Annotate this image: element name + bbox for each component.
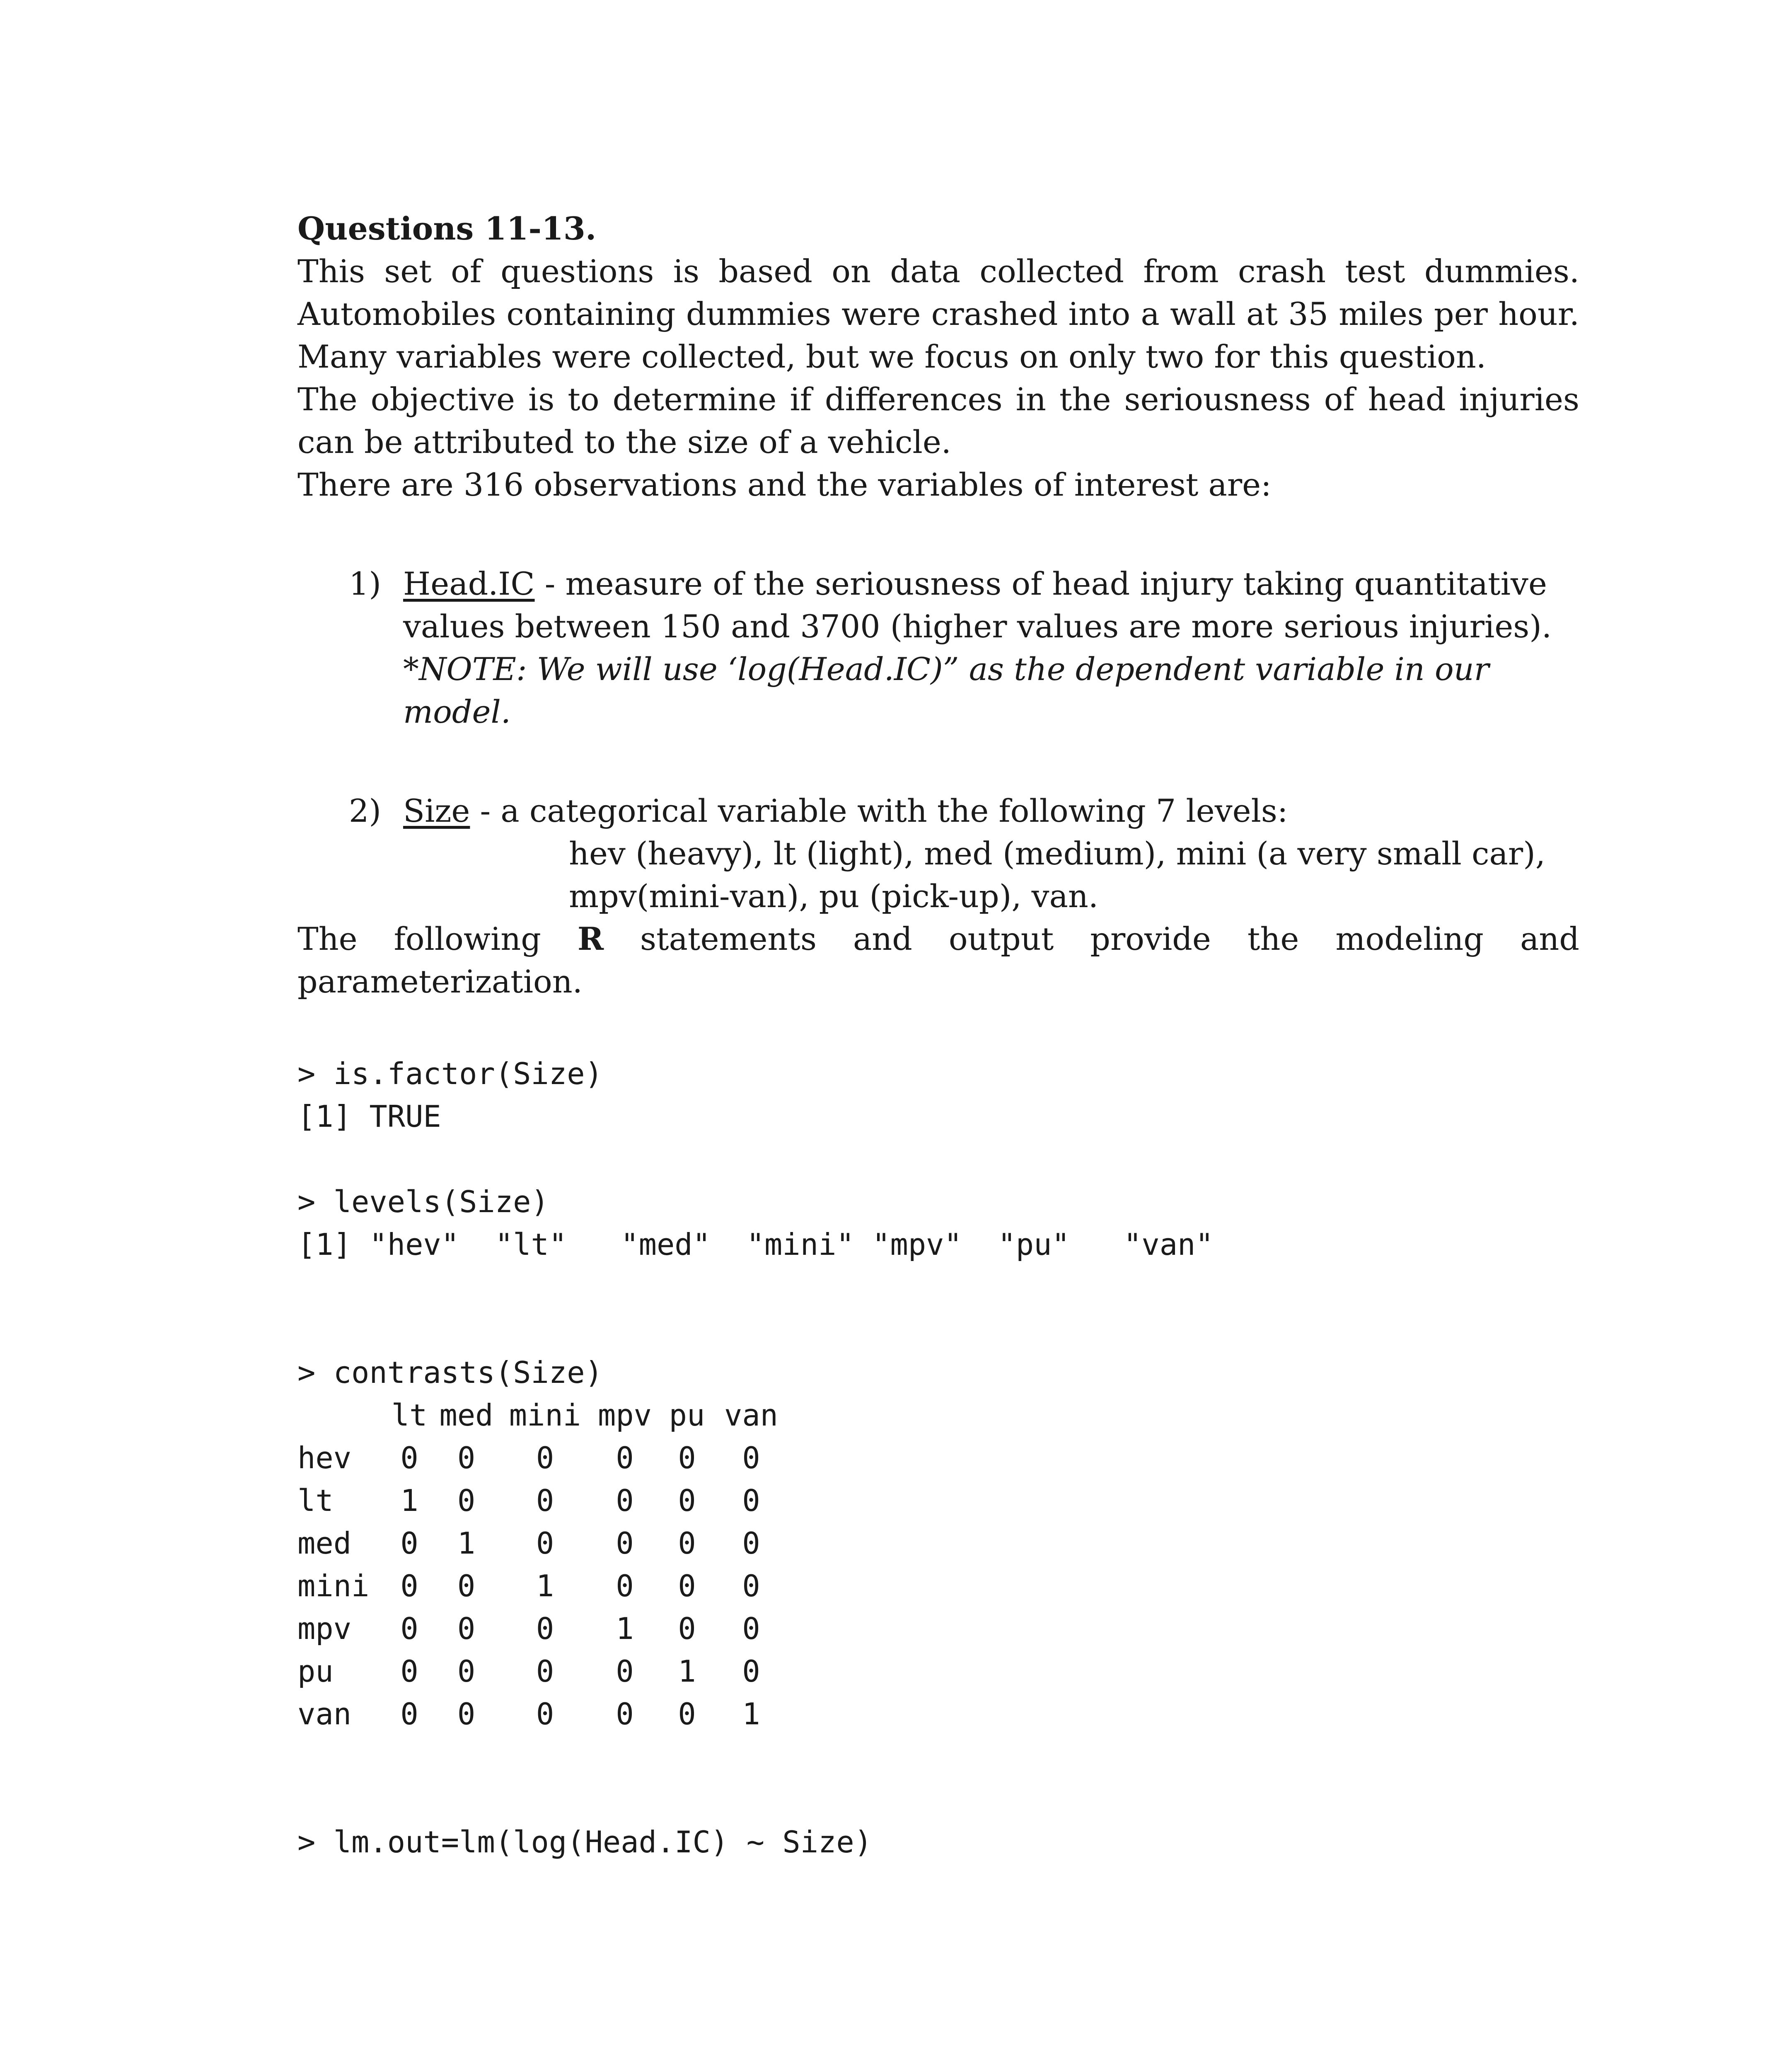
table-cell: 0 xyxy=(536,1483,554,1518)
variable-name: Size xyxy=(403,792,470,829)
contrasts-column-header: mini xyxy=(509,1398,581,1433)
table-cell: 0 xyxy=(536,1526,554,1561)
table-row xyxy=(297,1522,788,1565)
code-contrasts-command: > contrasts(Size) xyxy=(297,1355,603,1390)
code-is-factor-output: [1] TRUE xyxy=(297,1099,441,1134)
table-cell: 0 xyxy=(536,1697,554,1731)
table-cell: 0 xyxy=(742,1654,760,1689)
table-cell: 0 xyxy=(742,1526,760,1561)
contrasts-corner xyxy=(297,1394,387,1437)
table-cell: 0 xyxy=(742,1611,760,1646)
variable-note: *NOTE: We will use ‘log(Head.IC)” as the dependent variable in our model. xyxy=(403,651,1489,730)
variable-item-1 xyxy=(297,562,1579,733)
row-label: hev xyxy=(297,1440,352,1475)
code-levels-command: > levels(Size) xyxy=(297,1184,549,1219)
code-is-factor-command: > is.factor(Size) xyxy=(297,1056,603,1091)
table-cell: 0 xyxy=(400,1611,418,1646)
table-cell: 0 xyxy=(457,1611,476,1646)
table-cell: 0 xyxy=(678,1440,696,1475)
table-cell: 0 xyxy=(678,1697,696,1731)
objective-paragraph: The objective is to determine if differences in the seriousness of head injuries can be attributed to the size of a vehicle. xyxy=(297,381,1579,460)
r-intro-before: The following xyxy=(297,920,578,957)
table-cell: 1 xyxy=(457,1526,476,1561)
table-cell: 1 xyxy=(536,1569,554,1603)
table-cell: 0 xyxy=(536,1611,554,1646)
table-cell: 0 xyxy=(457,1440,476,1475)
section-heading: Questions 11-13. xyxy=(297,210,597,247)
r-code-block xyxy=(297,1053,1579,1864)
table-cell: 1 xyxy=(400,1483,418,1518)
table-cell: 0 xyxy=(457,1569,476,1603)
contrasts-column-header: van xyxy=(724,1398,778,1433)
table-cell: 0 xyxy=(400,1654,418,1689)
table-cell: 0 xyxy=(400,1569,418,1603)
table-cell: 0 xyxy=(616,1483,634,1518)
row-label: mini xyxy=(297,1569,370,1603)
table-cell: 0 xyxy=(678,1611,696,1646)
table-cell: 0 xyxy=(457,1483,476,1518)
table-cell: 0 xyxy=(536,1440,554,1475)
table-cell: 0 xyxy=(457,1654,476,1689)
r-intro-bold: R xyxy=(577,920,604,957)
table-cell: 0 xyxy=(616,1697,634,1731)
table-cell: 0 xyxy=(678,1569,696,1603)
table-cell: 0 xyxy=(457,1697,476,1731)
table-cell: 0 xyxy=(616,1440,634,1475)
table-cell: 0 xyxy=(616,1526,634,1561)
table-cell: 0 xyxy=(678,1526,696,1561)
r-intro-after: statements and output provide the modeling and parameterization. xyxy=(297,920,1579,1000)
table-cell: 0 xyxy=(678,1483,696,1518)
document-page xyxy=(297,207,1579,1864)
table-cell: 1 xyxy=(678,1654,696,1689)
levels-line-2: mpv(mini-van), pu (pick-up), van. xyxy=(569,878,1099,915)
code-lm-command: > lm.out=lm(log(Head.IC) ~ Size) xyxy=(297,1825,873,1859)
table-row xyxy=(297,1437,788,1479)
table-cell: 0 xyxy=(400,1440,418,1475)
contrasts-column-header: lt xyxy=(391,1398,428,1433)
row-label: mpv xyxy=(297,1611,352,1646)
table-cell: 0 xyxy=(742,1483,760,1518)
table-cell: 1 xyxy=(616,1611,634,1646)
table-row xyxy=(297,1479,788,1522)
code-levels-output: [1] "hev" "lt" "med" "mini" "mpv" "pu" "van" xyxy=(297,1227,1214,1262)
table-row xyxy=(297,1650,788,1693)
variable-description: - a categorical variable with the following 7 levels: xyxy=(470,792,1288,829)
variable-name: Head.IC xyxy=(403,565,535,602)
row-label: lt xyxy=(297,1483,334,1518)
contrasts-column-header: mpv xyxy=(597,1398,652,1433)
intro-paragraph: This set of questions is based on data collected from crash test dummies. Automobiles containing dummies were crashed into a wall at 35 miles per hour. Many variables were collected, but we focus on only two for this question. xyxy=(297,253,1579,375)
contrasts-header-row xyxy=(297,1394,788,1437)
row-label: van xyxy=(297,1697,352,1731)
levels-line-1: hev (heavy), lt (light), med (medium), mini (a very small car), xyxy=(569,835,1546,872)
table-cell: 1 xyxy=(742,1697,760,1731)
variable-item-2 xyxy=(297,789,1579,917)
table-row xyxy=(297,1693,788,1736)
variable-description: - measure of the seriousness of head injury taking quantitative values between 150 and 3700 (higher values are more serious injuries). xyxy=(403,565,1552,645)
table-cell: 0 xyxy=(742,1440,760,1475)
row-label: med xyxy=(297,1526,352,1561)
table-cell: 0 xyxy=(616,1654,634,1689)
contrasts-table xyxy=(297,1394,788,1736)
table-cell: 0 xyxy=(742,1569,760,1603)
table-row xyxy=(297,1607,788,1650)
variable-number: 1) xyxy=(349,565,382,602)
observations-paragraph: There are 316 observations and the variables of interest are: xyxy=(297,466,1272,503)
variable-number: 2) xyxy=(349,792,382,829)
contrasts-column-header: med xyxy=(439,1398,493,1433)
r-intro-paragraph xyxy=(297,917,1579,1003)
contrasts-column-header: pu xyxy=(669,1398,705,1433)
table-row xyxy=(297,1565,788,1607)
table-cell: 0 xyxy=(536,1654,554,1689)
table-cell: 0 xyxy=(616,1569,634,1603)
table-cell: 0 xyxy=(400,1697,418,1731)
row-label: pu xyxy=(297,1654,334,1689)
table-cell: 0 xyxy=(400,1526,418,1561)
